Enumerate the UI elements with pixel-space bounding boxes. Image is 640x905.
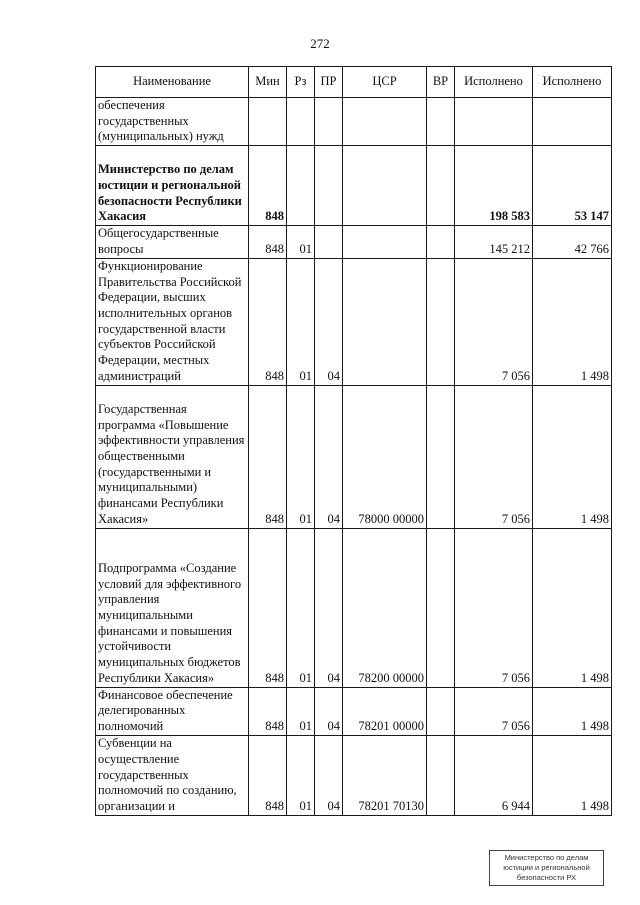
cell-csr: 78000 00000 [343,385,427,528]
cell-pr [315,226,343,258]
cell-min: 848 [249,528,287,687]
budget-table [95,66,612,816]
table-row [96,528,612,687]
cell-pr: 04 [315,735,343,815]
ministry-stamp [489,850,604,886]
header-pr: ПР [315,67,343,98]
cell-vr [427,528,455,687]
cell-pr [315,146,343,226]
header-row [96,67,612,98]
cell-min: 848 [249,226,287,258]
cell-name: Министерство по делам юстиции и региональной безопасности Республики Хакасия [96,146,249,226]
cell-vr [427,146,455,226]
cell-executed-1 [455,98,533,146]
cell-min: 848 [249,735,287,815]
cell-min: 848 [249,385,287,528]
cell-vr [427,258,455,385]
table-row [96,258,612,385]
table-row [96,146,612,226]
cell-executed-2: 1 498 [533,528,612,687]
cell-executed-2: 1 498 [533,735,612,815]
table-row [96,226,612,258]
cell-vr [427,385,455,528]
cell-min: 848 [249,687,287,735]
table-row [96,98,612,146]
table-row [96,385,612,528]
cell-executed-1: 145 212 [455,226,533,258]
cell-csr [343,226,427,258]
cell-name: Государственная программа «Повышение эффективности управления общественными (государственными и муниципальными) финансами Республики Хакасия» [96,385,249,528]
cell-executed-1: 7 056 [455,687,533,735]
stamp-line: юстиции и региональной [503,863,590,872]
cell-rz [287,98,315,146]
cell-pr [315,98,343,146]
table-row [96,687,612,735]
header-min: Мин [249,67,287,98]
cell-name: Субвенции на осуществление государственных полномочий по созданию, организации и [96,735,249,815]
cell-executed-2: 1 498 [533,687,612,735]
header-csr: ЦСР [343,67,427,98]
cell-rz: 01 [287,385,315,528]
cell-pr: 04 [315,258,343,385]
cell-rz [287,146,315,226]
cell-executed-2: 42 766 [533,226,612,258]
cell-min: 848 [249,146,287,226]
cell-csr: 78200 00000 [343,528,427,687]
cell-csr [343,258,427,385]
header-vr: ВР [427,67,455,98]
cell-executed-1: 6 944 [455,735,533,815]
cell-executed-1: 7 056 [455,258,533,385]
cell-name: Финансовое обеспечение делегированных полномочий [96,687,249,735]
header-rz: Рз [287,67,315,98]
cell-executed-1: 7 056 [455,385,533,528]
table-row [96,735,612,815]
cell-pr: 04 [315,528,343,687]
cell-vr [427,98,455,146]
header-name: Наименование [96,67,249,98]
cell-csr [343,146,427,226]
cell-name: обеспечения государственных (муниципальных) нужд [96,98,249,146]
cell-rz: 01 [287,528,315,687]
cell-min [249,98,287,146]
header-executed-1: Исполнено [455,67,533,98]
cell-csr: 78201 70130 [343,735,427,815]
cell-pr: 04 [315,687,343,735]
stamp-line: Министерство по делам [504,853,589,862]
cell-rz: 01 [287,735,315,815]
cell-executed-1: 7 056 [455,528,533,687]
cell-executed-2 [533,98,612,146]
cell-executed-1: 198 583 [455,146,533,226]
cell-min: 848 [249,258,287,385]
cell-name: Функционирование Правительства Российской Федерации, высших исполнительных органов государственной власти субъектов Российской Федерации, местных администраций [96,258,249,385]
cell-executed-2: 1 498 [533,385,612,528]
cell-vr [427,687,455,735]
cell-rz: 01 [287,687,315,735]
cell-executed-2: 53 147 [533,146,612,226]
cell-vr [427,226,455,258]
cell-csr: 78201 00000 [343,687,427,735]
header-executed-2: Исполнено [533,67,612,98]
stamp-line: безопасности РХ [516,873,577,882]
cell-vr [427,735,455,815]
cell-name: Общегосударственные вопросы [96,226,249,258]
cell-name: Подпрограмма «Создание условий для эффективного управления муниципальными финансами и повышения устойчивости муниципальных бюджетов Республики Хакасия» [96,528,249,687]
cell-csr [343,98,427,146]
cell-rz: 01 [287,226,315,258]
table-body [96,98,612,816]
cell-rz: 01 [287,258,315,385]
cell-pr: 04 [315,385,343,528]
cell-executed-2: 1 498 [533,258,612,385]
page-number: 272 [310,36,330,51]
